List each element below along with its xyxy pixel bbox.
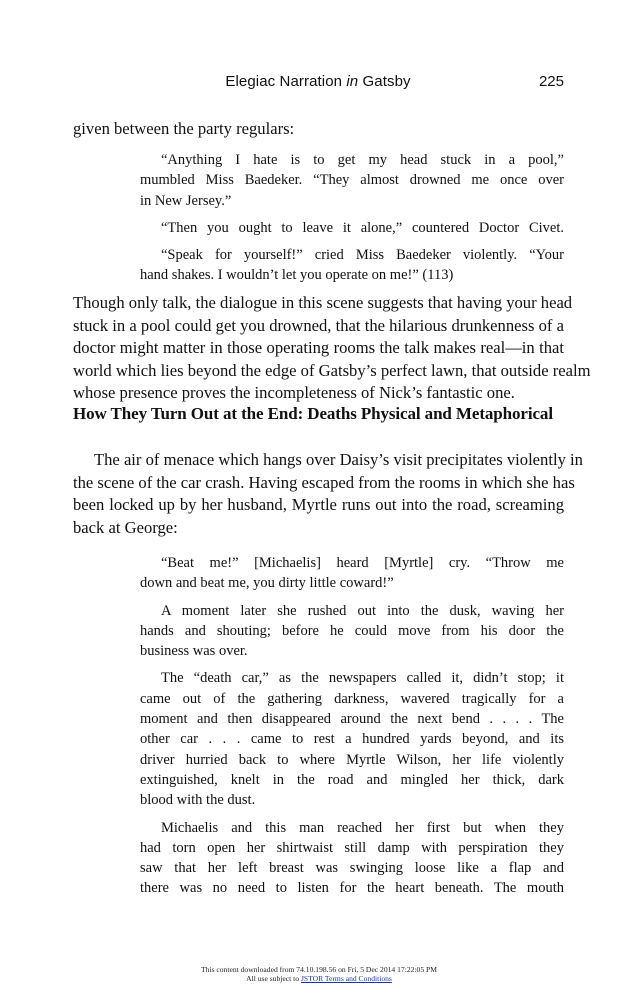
quote-line: there was no need to listen for the heart beneath. The mouth: [140, 880, 564, 897]
running-title-suffix: Gatsby: [358, 73, 411, 90]
download-notice: This content downloaded from 74.10.198.56 on Fri, 5 Dec 2014 17:22:05 PM: [200, 965, 438, 974]
quote-line: saw that her left breast was swinging loose like a flap and: [140, 860, 564, 877]
paragraph-car-crash: [73, 449, 583, 539]
text-line: doctor might matter in those operating rooms the talk makes real—in that: [73, 338, 564, 357]
quote-line: moment and then disappeared around the next bend . . . . The: [140, 711, 564, 728]
quote-line: hands and shouting; before he could move from his door the: [140, 622, 564, 639]
quote-line: had torn open her shirtwaist still damp with perspiration they: [140, 839, 564, 856]
running-title-prefix: Elegiac Narration: [225, 73, 347, 90]
quote-line: mumbled Miss Baedeker. “They almost drowned me once over: [140, 172, 564, 189]
quote-line: “Beat me!” [Michaelis] heard [Myrtle] cry. “Throw me: [161, 555, 564, 571]
running-title: [72, 73, 564, 90]
text-line: The air of menace which hangs over Daisy’s visit precipitates violently in: [94, 450, 583, 469]
quote-line: in New Jersey.”: [140, 192, 232, 209]
terms-prefix: All use subject to: [246, 974, 301, 983]
jstor-footer: [0, 965, 638, 983]
text-line: the scene of the car crash. Having escaped from the rooms in which she has: [73, 472, 575, 492]
quote-line: “Speak for yourself!” cried Miss Baedeker violently. “Your: [161, 247, 564, 264]
quote-line: “Anything I hate is to get my head stuck in a pool,”: [161, 152, 564, 168]
text-line: stuck in a pool could get you drowned, that the hilarious drunkenness of a: [73, 315, 564, 335]
terms-link[interactable]: JSTOR Terms and Conditions: [300, 974, 392, 983]
intro-line: [73, 118, 564, 141]
section-heading: How They Turn Out at the End: Deaths Physical and Metaphorical: [73, 404, 553, 423]
block-quote-crash-scene: [140, 553, 564, 899]
text-line: been locked up by her husband, Myrtle runs out into the road, screaming: [73, 495, 564, 514]
running-title-in: in: [346, 73, 359, 90]
text-line: given between the party regulars:: [73, 119, 295, 138]
quote-line: “Then you ought to leave it alone,” countered Doctor Civet.: [161, 219, 564, 236]
quote-line: hand shakes. I wouldn’t let you operate on me!” (113): [140, 267, 454, 284]
quote-line: driver hurried back to where Myrtle Wilson, her life violently: [140, 751, 564, 768]
text-line: Though only talk, the dialogue in this scene suggests that having your head: [73, 293, 573, 312]
quote-line: came out of the gathering darkness, wavered tragically for a: [140, 690, 564, 707]
quote-line: blood with the dust.: [140, 792, 256, 809]
terms-line: [0, 974, 638, 983]
paragraph-dialogue-analysis: [73, 292, 591, 405]
text-line: back at George:: [73, 517, 178, 537]
quote-line: other car . . . came to rest a hundred yards beyond, and its: [140, 731, 564, 748]
quote-line: A moment later she rushed out into the dusk, waving her: [161, 602, 564, 619]
quote-line: The “death car,” as the newspapers called it, didn’t stop; it: [161, 670, 564, 687]
quote-line: business was over.: [140, 643, 248, 660]
block-quote-party-dialogue: [140, 150, 564, 286]
quote-line: Michaelis and this man reached her first but when they: [161, 819, 564, 836]
text-line: whose presence proves the incompleteness of Nick’s fantastic one.: [73, 383, 515, 402]
page-header: [72, 73, 564, 95]
quote-line: down and beat me, you dirty little coward!”: [140, 575, 394, 592]
text-line: world which lies beyond the edge of Gatsby’s perfect lawn, that outside realm: [73, 360, 591, 380]
page-number: 225: [538, 73, 564, 90]
quote-line: extinguished, knelt in the road and mingled her thick, dark: [140, 771, 564, 788]
